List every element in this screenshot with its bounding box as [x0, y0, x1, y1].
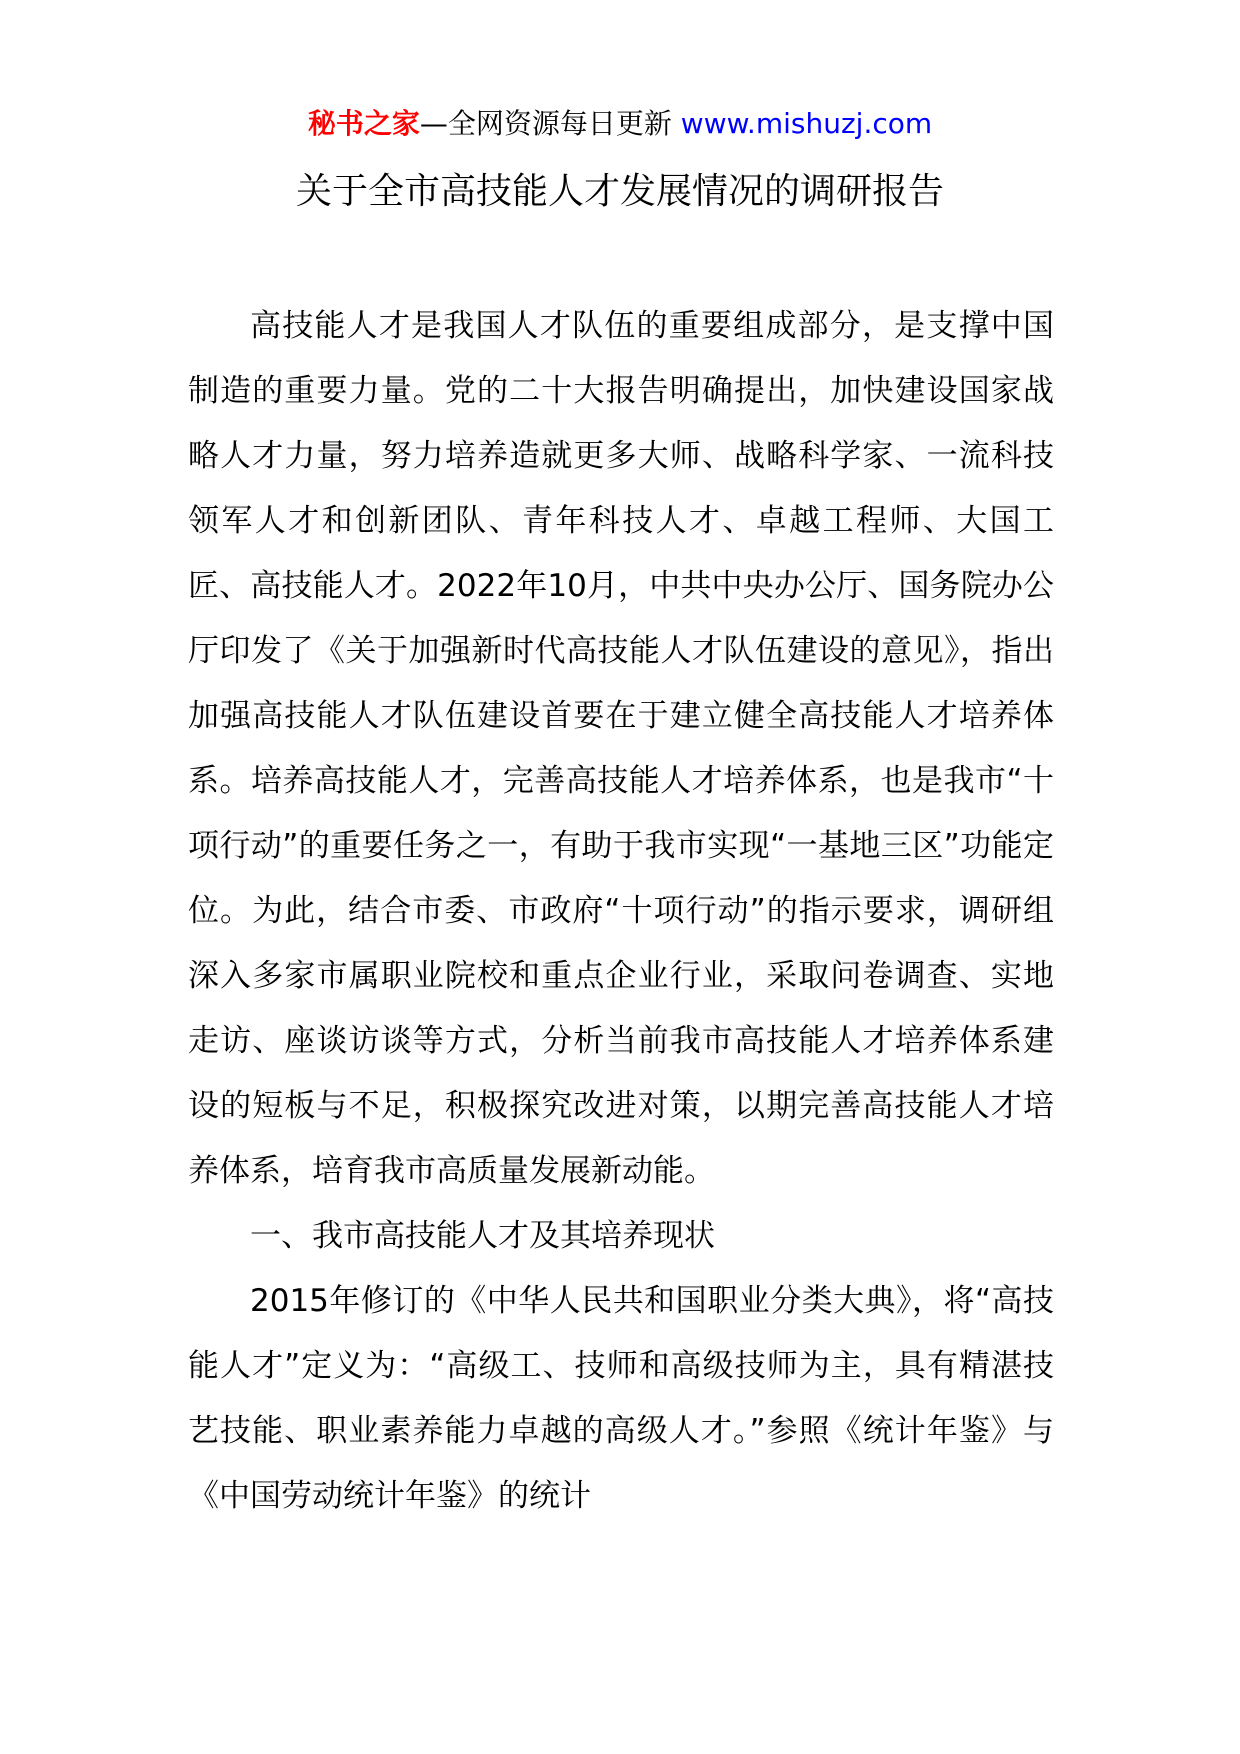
site-brand: 秘书之家 — [307, 107, 420, 140]
document-body — [188, 294, 1054, 1529]
site-tagline: —全网资源每日更新 — [419, 107, 672, 140]
site-header — [0, 104, 1240, 144]
intro-paragraph: 高技能人才是我国人才队伍的重要组成部分，是支撑中国制造的重要力量。党的二十大报告明确提出，加快建设国家战略人才力量，努力培养造就更多大师、战略科学家、一流科技领军人才和创新团队、青年科技人才、卓越工程师、大国工匠、高技能人才。2022年10月，中共中央办公厅、国务院办公厅印发了《关于加强新时代高技能人才队伍建设的意见》，指出加强高技能人才队伍建设首要在于建立健全高技能人才培养体系。培养高技能人才，完善高技能人才培养体系，也是我市“十项行动”的重要任务之一，有助于我市实现“一基地三区”功能定位。为此，结合市委、市政府“十项行动”的指示要求，调研组深入多家市属职业院校和重点企业行业，采取问卷调查、实地走访、座谈访谈等方式，分析当前我市高技能人才培养体系建设的短板与不足，积极探究改进对策，以期完善高技能人才培养体系，培育我市高质量发展新动能。 — [188, 308, 1054, 1189]
section-heading: 一、我市高技能人才及其培养现状 — [250, 1218, 715, 1254]
body-paragraph: 2015年修订的《中华人民共和国职业分类大典》，将“高技能人才”定义为：“高级工、技师和高级技师为主，具有精湛技艺技能、职业素养能力卓越的高级人才。”参照《统计年鉴》与《中国劳动统计年鉴》的统计 — [188, 1283, 1054, 1514]
document-title: 关于全市高技能人才发展情况的调研报告 — [295, 171, 944, 212]
site-url-link[interactable]: www.mishuzj.com — [680, 107, 933, 140]
